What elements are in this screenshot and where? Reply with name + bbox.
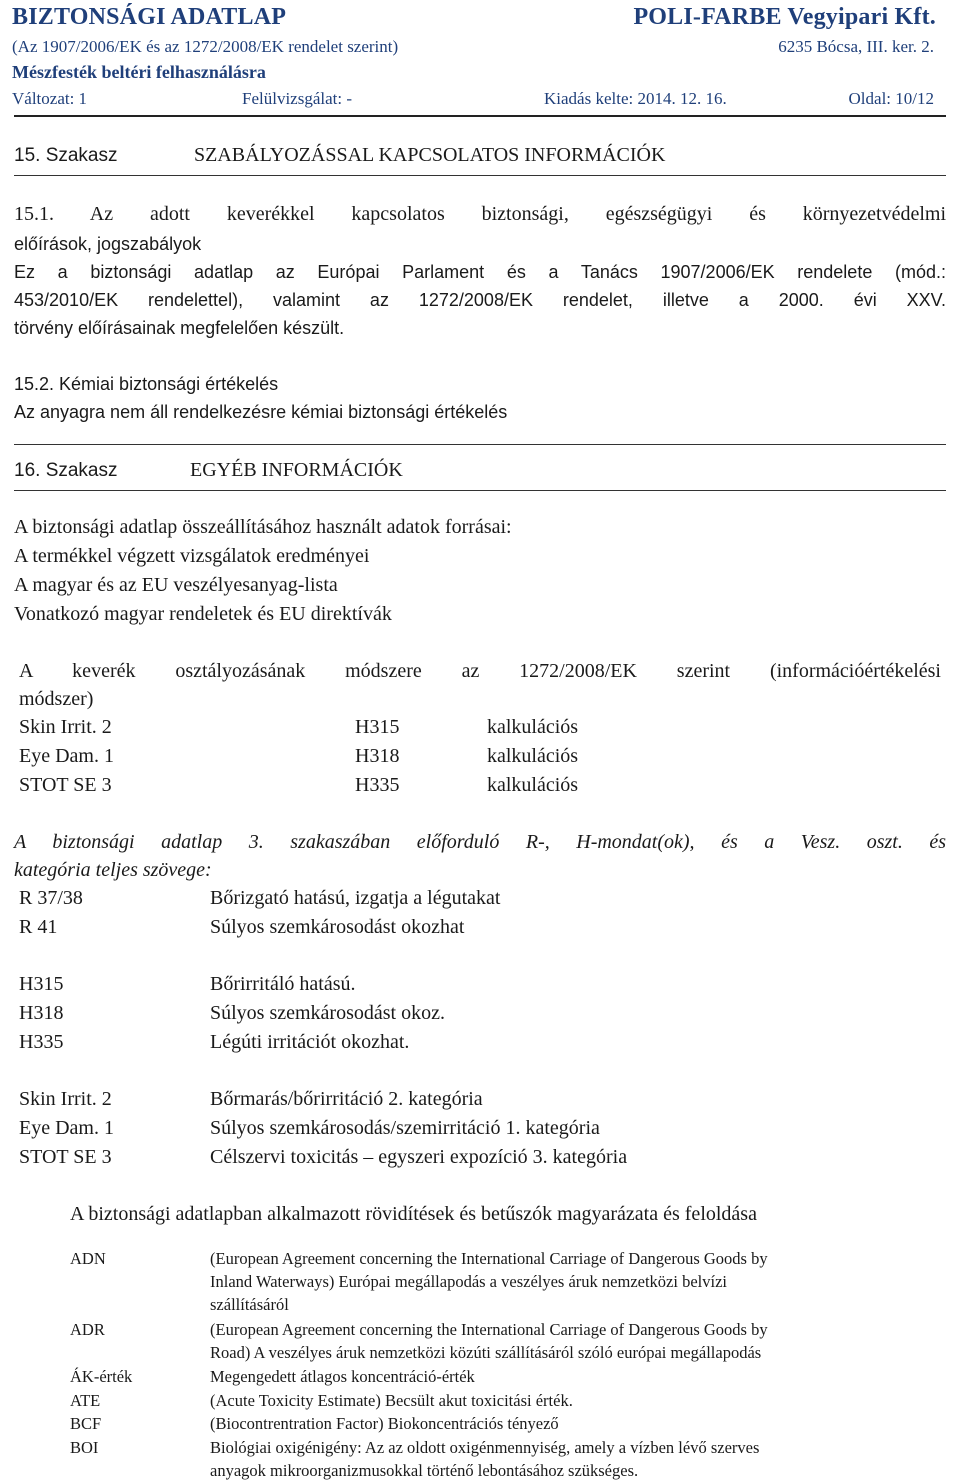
abbreviation-term: BCF	[70, 1414, 102, 1433]
section-15-title: SZABÁLYOZÁSSAL KAPCSOLATOS INFORMÁCIÓK	[194, 144, 666, 166]
page-number: Oldal: 10/12	[848, 89, 934, 108]
hazard-class-text: Súlyos szemkárosodás/szemirritáció 1. kategória	[210, 1117, 600, 1139]
r-phrase-text: Bőrizgató hatású, izgatja a légutakat	[210, 887, 501, 909]
abbreviation-def-line: anyagok mikroorganizmusokkal történő lebontásához szükséges.	[210, 1461, 639, 1480]
classification-method: kalkulációs	[487, 745, 579, 767]
company-name: POLI-FARBE Vegyipari Kft.	[633, 4, 936, 30]
doc-title: BIZTONSÁGI ADATLAP	[12, 4, 287, 30]
abbreviation-def-line: Road) A veszélyes áruk nemzetközi közúti szállításáról szóló európai megállapodás	[210, 1343, 762, 1362]
hazard-class-text: Bőrmarás/bőrirritáció 2. kategória	[210, 1088, 483, 1110]
h-phrase-code: H335	[19, 1031, 64, 1053]
classification-method-line1: A keverék osztályozásának módszere az 1272/2008/EK szerint (információértékelési	[19, 660, 941, 682]
s15-1-heading-line1: 15.1. Az adott keverékkel kapcsolatos biztonsági, egészségügyi és környezetvédelmi	[14, 203, 946, 225]
version-info: Változat: 1	[12, 89, 88, 108]
source-item: A magyar és az EU veszélyesanyag-lista	[14, 574, 338, 596]
section-16-number: 16. Szakasz	[14, 460, 118, 481]
hazard-class-text: Célszervi toxicitás – egyszeri expozíció 3. kategória	[210, 1146, 628, 1168]
classification-method: kalkulációs	[487, 716, 579, 738]
classification-method-line2: módszer)	[19, 688, 94, 710]
section-16-divider	[14, 490, 946, 491]
classification-code: H318	[355, 745, 400, 767]
hazard-class-code: Eye Dam. 1	[19, 1117, 114, 1139]
classification-method: kalkulációs	[487, 774, 579, 796]
s15-2-heading: 15.2. Kémiai biztonsági értékelés	[14, 374, 279, 394]
s15-2-text: Az anyagra nem áll rendelkezésre kémiai biztonsági értékelés	[14, 402, 508, 422]
abbreviation-def-line: szállításáról	[210, 1295, 289, 1314]
issue-date: Kiadás kelte: 2014. 12. 16.	[544, 89, 727, 108]
section-16-top-divider	[14, 444, 946, 445]
s15-1-text-line3: törvény előírásainak megfelelően készült.	[14, 318, 345, 338]
source-item: Vonatkozó magyar rendeletek és EU direktívák	[14, 603, 392, 625]
abbreviation-def-line: Megengedett átlagos koncentráció-érték	[210, 1367, 475, 1386]
source-item: A termékkel végzett vizsgálatok eredményei	[14, 545, 370, 567]
h-phrase-text: Súlyos szemkárosodást okoz.	[210, 1002, 445, 1024]
abbreviation-term: ADR	[70, 1320, 105, 1339]
abbreviation-term: ADN	[70, 1249, 106, 1268]
hazard-class-code: STOT SE 3	[19, 1146, 112, 1168]
section-15-divider	[14, 175, 946, 176]
abbreviation-def-line: (Biocontrentration Factor) Biokoncentrációs tényező	[210, 1414, 559, 1433]
section-15-number: 15. Szakasz	[14, 145, 118, 166]
regulation-note: (Az 1907/2006/EK és az 1272/2008/EK rendelet szerint)	[12, 37, 399, 56]
section-16-title: EGYÉB INFORMÁCIÓK	[190, 459, 403, 481]
fulltext-heading-line1: A biztonsági adatlap 3. szakaszában előforduló R-, H-mondat(ok), és a Vesz. oszt. és	[14, 831, 946, 853]
abbreviation-def-line: (European Agreement concerning the International Carriage of Dangerous Goods by	[210, 1320, 768, 1339]
abbreviation-term: ÁK-érték	[70, 1367, 133, 1386]
review-info: Felülvizsgálat: -	[242, 89, 353, 108]
abbreviation-def-line: (European Agreement concerning the International Carriage of Dangerous Goods by	[210, 1249, 768, 1268]
r-phrase-text: Súlyos szemkárosodást okozhat	[210, 916, 465, 938]
abbreviations-heading: A biztonsági adatlapban alkalmazott rövidítések és betűszók magyarázata és feloldása	[70, 1203, 757, 1225]
s15-1-text-line1: Ez a biztonsági adatlap az Európai Parlament és a Tanács 1907/2006/EK rendelete (mód.:	[14, 262, 946, 282]
header-divider	[14, 115, 946, 117]
product-name: Mészfesték beltéri felhasználásra	[12, 62, 266, 82]
abbreviation-term: BOI	[70, 1438, 99, 1457]
r-phrase-code: R 37/38	[19, 887, 83, 909]
s15-1-heading-line2: előírások, jogszabályok	[14, 234, 202, 254]
abbreviation-def-line: (Acute Toxicity Estimate) Becsült akut toxicitási érték.	[210, 1391, 573, 1410]
classification-category: Eye Dam. 1	[19, 745, 114, 767]
hazard-class-code: Skin Irrit. 2	[19, 1088, 112, 1110]
h-phrase-text: Légúti irritációt okozhat.	[210, 1031, 410, 1053]
classification-code: H335	[355, 774, 400, 796]
company-address: 6235 Bócsa, III. ker. 2.	[778, 37, 934, 56]
classification-category: Skin Irrit. 2	[19, 716, 112, 738]
r-phrase-code: R 41	[19, 916, 58, 938]
h-phrase-code: H318	[19, 1002, 64, 1024]
h-phrase-code: H315	[19, 973, 64, 995]
abbreviation-term: ATE	[70, 1391, 101, 1410]
s15-1-text-line2: 453/2010/EK rendelettel), valamint az 1272/2008/EK rendelet, illetve a 2000. évi XXV.	[14, 290, 946, 310]
fulltext-heading-line2: kategória teljes szövege:	[14, 859, 212, 881]
abbreviation-def-line: Inland Waterways) Európai megállapodás a veszélyes áruk nemzetközi belvízi	[210, 1272, 727, 1291]
classification-category: STOT SE 3	[19, 774, 112, 796]
classification-code: H315	[355, 716, 400, 738]
h-phrase-text: Bőrirritáló hatású.	[210, 973, 356, 995]
sources-heading: A biztonsági adatlap összeállításához használt adatok forrásai:	[14, 516, 512, 538]
abbreviation-def-line: Biológiai oxigénigény: Az az oldott oxigénmennyiség, amely a vízben lévő szerves	[210, 1438, 760, 1457]
